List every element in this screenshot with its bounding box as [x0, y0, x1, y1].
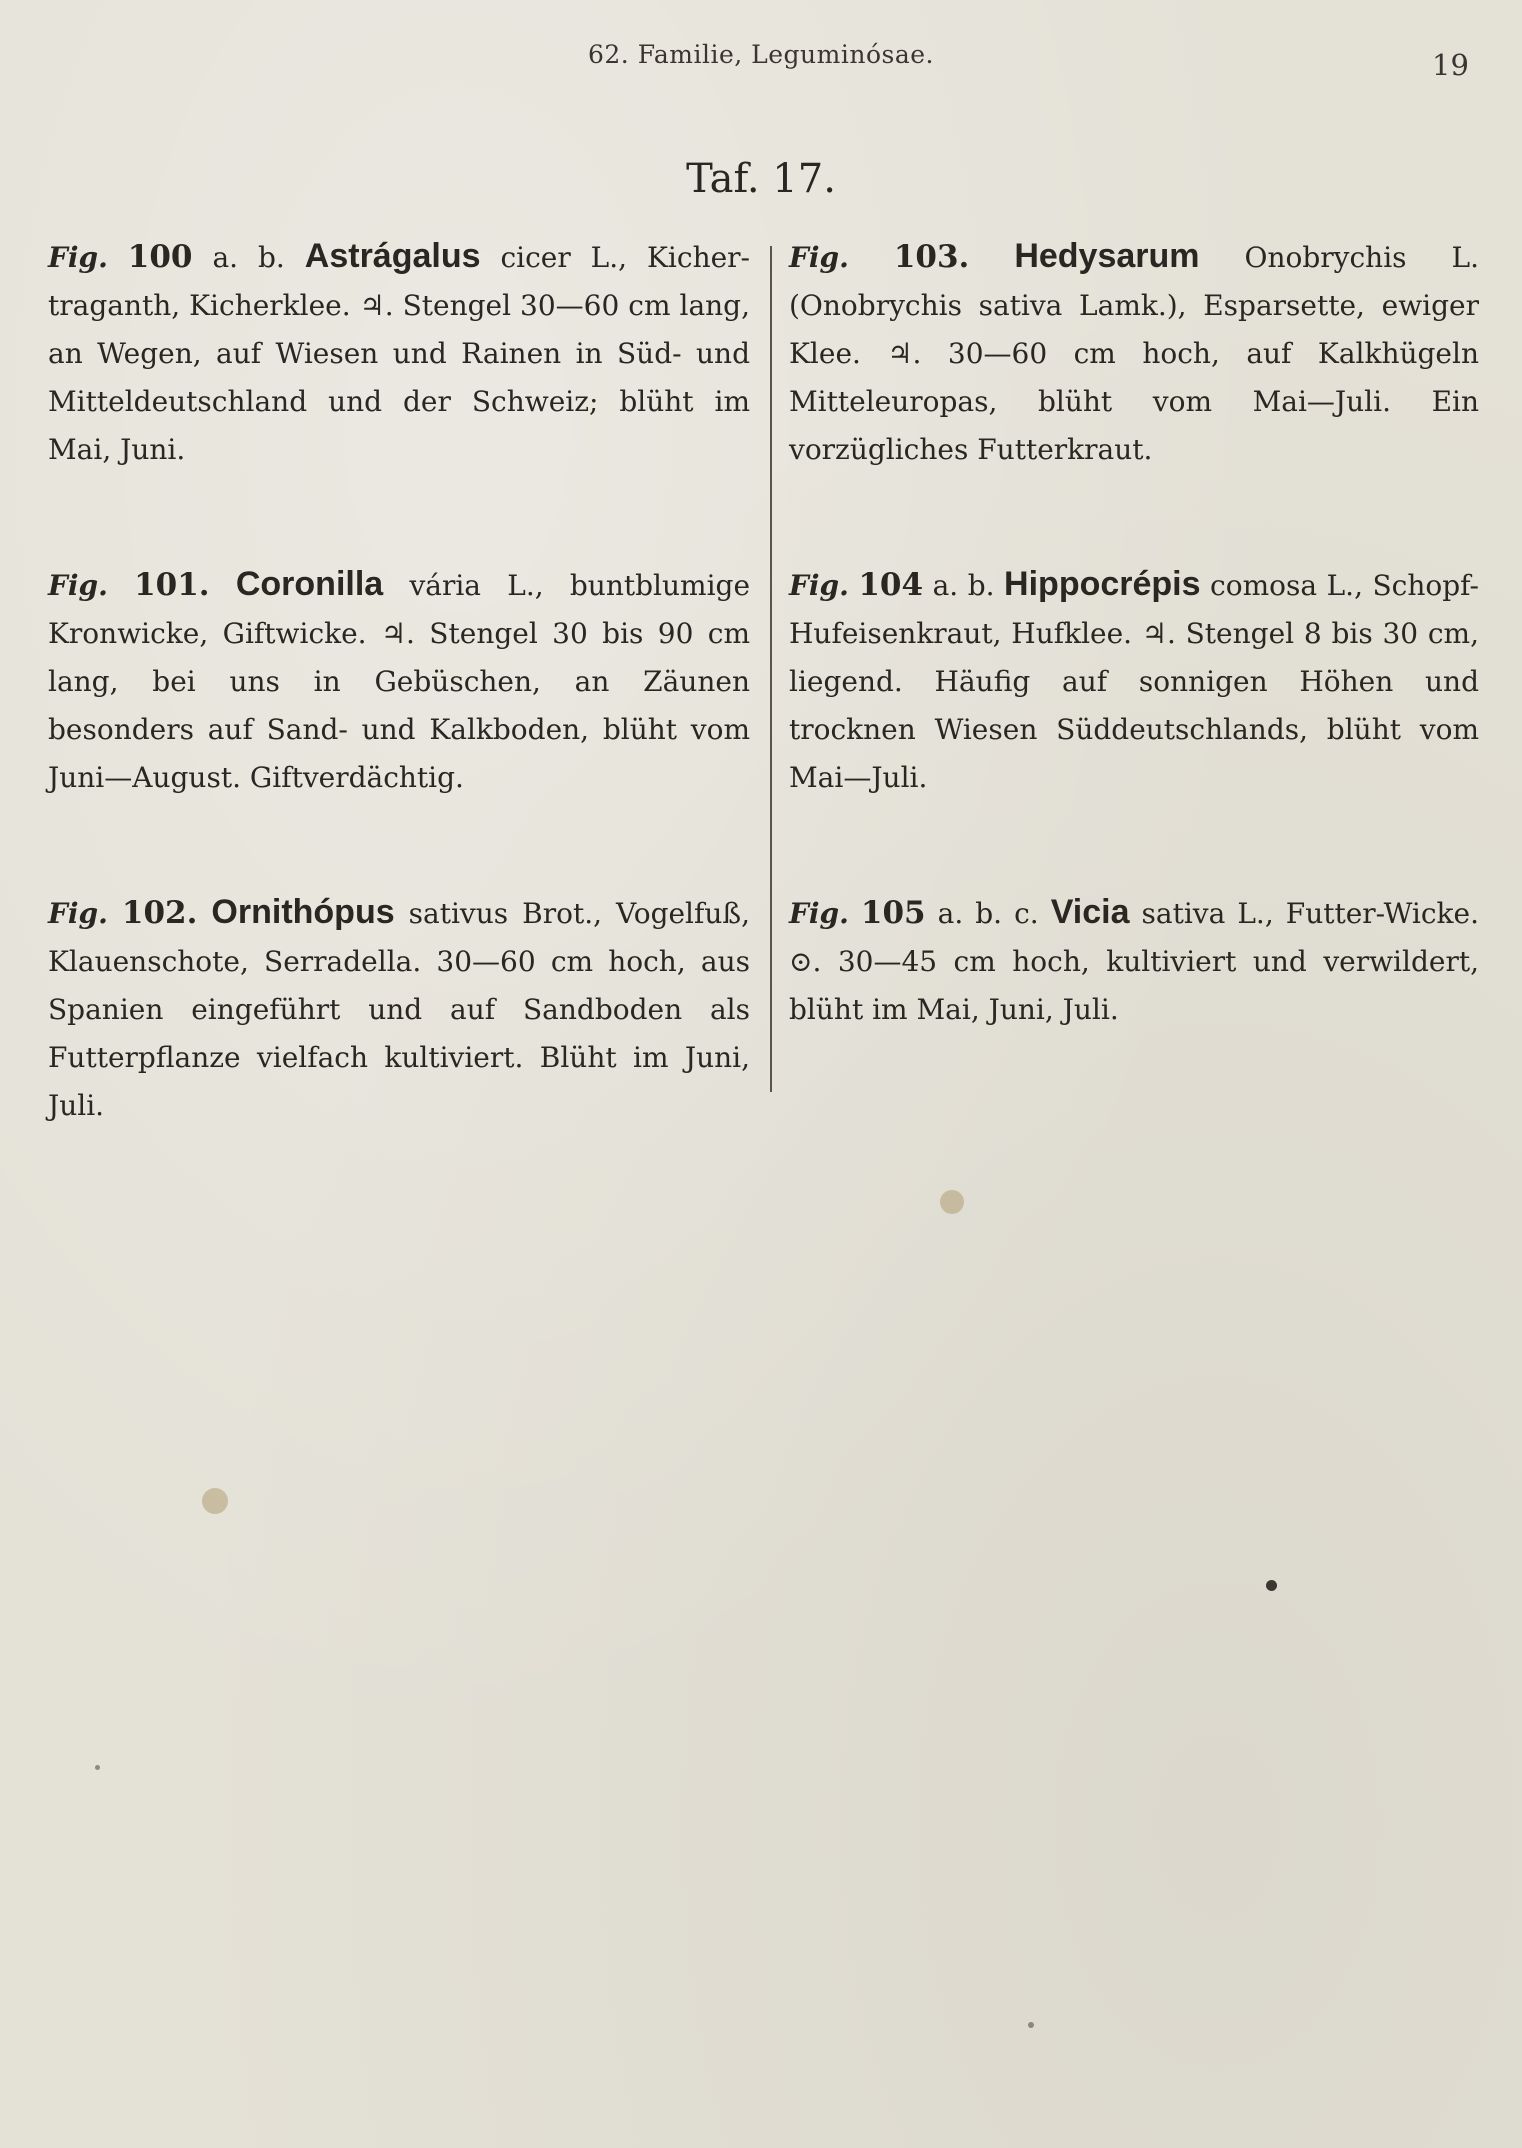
fig-number: 101.: [134, 567, 210, 603]
fig-sub: a. b. c.: [937, 897, 1039, 930]
fig-label: Fig.: [789, 897, 849, 930]
paper-spot: [940, 1190, 964, 1214]
entry-fig-104: [789, 560, 1479, 802]
fig-number: 104: [858, 567, 924, 603]
genus-name: Hedysarum: [1014, 237, 1200, 275]
entry-fig-101: [48, 560, 750, 802]
fig-number: 102.: [121, 895, 198, 931]
page-number: 19: [1432, 48, 1469, 82]
fig-label: Fig.: [48, 897, 108, 930]
paper-spot: [95, 1765, 100, 1770]
entry-fig-103: [789, 232, 1479, 474]
entry-text: cicer L., Kicher-traganth, Kicherklee. ♃. Stengel 30—60 cm lang, an Wegen, auf Wiesen und Rainen in Süd- und Mitteldeutschland und der Schweiz; blüht im Mai, Juni.: [48, 241, 751, 466]
fig-number: 103.: [893, 239, 970, 275]
fig-label: Fig.: [789, 569, 849, 602]
plate-title: Taf. 17.: [686, 156, 836, 202]
paper-spot: [202, 1488, 228, 1514]
genus-name: Astrágalus: [304, 237, 481, 275]
running-head: 62. Familie, Leguminósae.: [588, 40, 934, 69]
entry-text: Onobrychis L. (Onobrychis sativa Lamk.), Esparsette, ewiger Klee. ♃. 30—60 cm hoch, auf Kalkhügeln Mitteleuropas, blüht vom Mai—Juli. Ein vorzügliches Futterkraut.: [789, 241, 1479, 466]
genus-name: Ornithópus: [211, 893, 395, 931]
entry-text: sativa L., Futter-Wicke. ⊙. 30—45 cm hoch, kultiviert und verwildert, blüht im Mai, Juni, Juli.: [789, 897, 1479, 1026]
entry-fig-102: [48, 888, 750, 1130]
fig-label: Fig.: [789, 241, 849, 274]
left-column: [48, 232, 750, 1216]
entry-text: sativus Brot., Vogelfuß, Klauenschote, Serradella. 30—60 cm hoch, aus Spanien eingeführt und auf Sandboden als Futterpflanze vielfach kultiviert. Blüht im Juni, Juli.: [48, 897, 751, 1122]
column-divider: [770, 246, 772, 1092]
entry-fig-100: [48, 232, 750, 474]
genus-name: Hippocrépis: [1004, 565, 1201, 603]
right-column: [789, 232, 1479, 1120]
genus-name: Coronilla: [235, 565, 384, 603]
entry-fig-105: [789, 888, 1479, 1034]
fig-label: Fig.: [48, 241, 108, 274]
fig-sub: a. b.: [212, 241, 285, 274]
fig-number: 105: [860, 895, 926, 931]
fig-label: Fig.: [48, 569, 108, 602]
genus-name: Vicia: [1050, 893, 1130, 931]
entry-text: vária L., buntblumige Kronwicke, Giftwicke. ♃. Stengel 30 bis 90 cm lang, bei uns in Gebüschen, an Zäunen besonders auf Sand- und Kalkboden, blüht vom Juni—August. Giftverdächtig.: [48, 569, 751, 794]
paper-spot: [1028, 2022, 1034, 2028]
fig-number: 100: [127, 239, 193, 275]
entry-text: comosa L., Schopf-Hufeisenkraut, Hufklee. ♃. Stengel 8 bis 30 cm, liegend. Häufig auf sonnigen Höhen und trocknen Wiesen Süddeutschlands, blüht vom Mai—Juli.: [789, 569, 1479, 794]
paper-spot: [1266, 1580, 1277, 1591]
fig-sub: a. b.: [932, 569, 995, 602]
